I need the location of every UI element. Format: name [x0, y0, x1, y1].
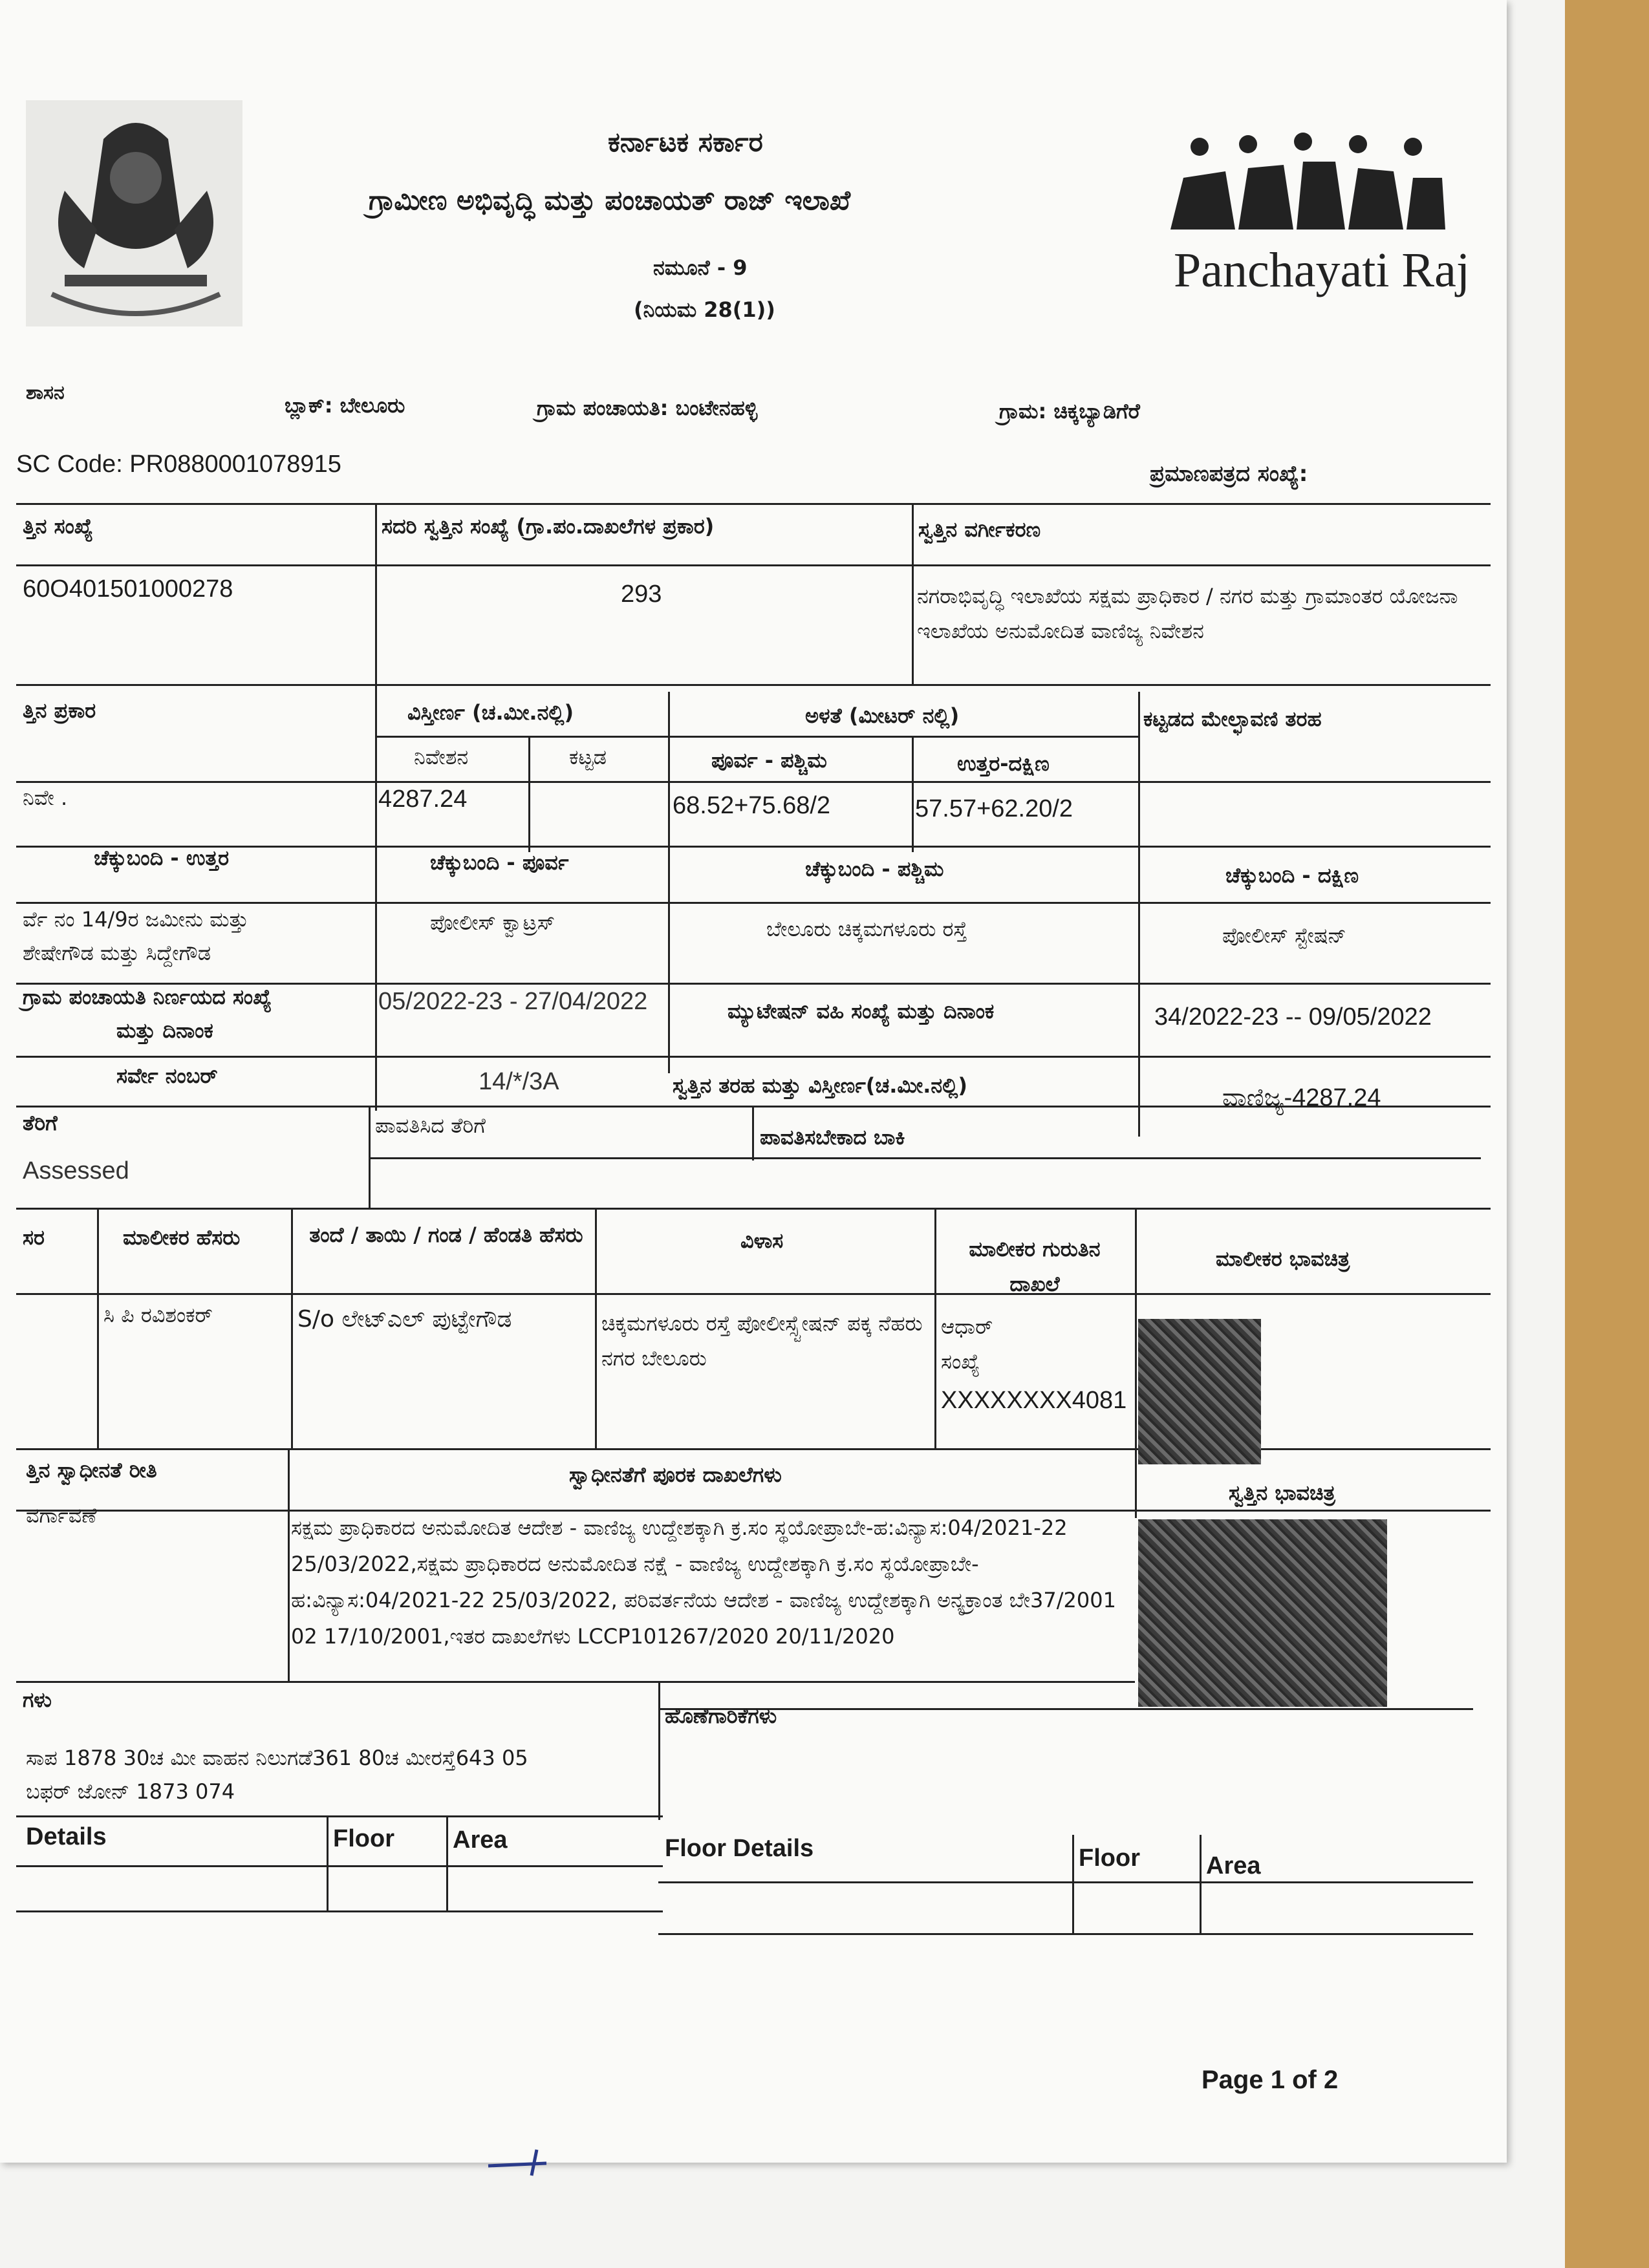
gram-panchayat-name: ಗ್ರಾಮ ಪಂಚಾಯತಿ: ಬಂಟೇನಹಳ್ಳಿ: [537, 396, 758, 420]
property-photo: [1138, 1519, 1387, 1707]
resolution-label-line2: ಮತ್ತು ದಿನಾಂಕ: [116, 1018, 213, 1043]
tax-label: ತೆರಿಗೆ: [23, 1111, 58, 1135]
site-area-value: 4287.24: [378, 786, 468, 813]
village-name: ಗ್ರಾಮ: ಚಿಕ್ಕಬ್ಯಾಡಿಗೆರೆ: [999, 399, 1140, 423]
owner-relation-label: ತಂದೆ / ತಾಯಿ / ಗಂಡ / ಹೆಂಡತಿ ಹೆಸರು: [309, 1223, 583, 1247]
property-id-label: ತ್ತಿನ ಸಂಖ್ಯೆ: [23, 514, 93, 539]
property-type-value: ನಿವೇ .: [23, 786, 68, 810]
liabilities-label: ಹೊಣೆಗಾರಿಕೆಗಳು: [665, 1704, 777, 1728]
boundary-north-line1: ರ್ವೆ ನಂ 14/9ರ ಜಮೀನು ಮತ್ತು: [23, 907, 249, 932]
owner-name-label: ಮಾಲೀಕರ ಹೆಸರು: [123, 1225, 241, 1250]
floor-right-floor-header: Floor: [1079, 1845, 1140, 1872]
tax-status: Assessed: [23, 1157, 129, 1184]
property-regno-value: 293: [621, 581, 662, 608]
boundary-west-label: ಚೆಕ್ಕುಬಂದಿ - ಪಶ್ಚಿಮ: [805, 857, 944, 881]
boundary-west-value: ಬೇಲೂರು ಚಿಕ್ಕಮಗಳೂರು ರಸ್ತೆ: [766, 917, 967, 941]
block-name: ಬ್ಲಾಕ್: ಬೇಲೂರು: [285, 393, 405, 418]
property-class-label: ಸ್ವತ್ತಿನ ವರ್ಗೀಕರಣ: [918, 517, 1041, 542]
header-government: ಕರ್ನಾಟಕ ಸರ್ಕಾರ: [608, 126, 763, 158]
sc-code: SC Code: PR0880001078915: [16, 451, 341, 478]
owner-address-value: ಚಿಕ್ಕಮಗಳೂರು ರಸ್ತೆ ಪೋಲೀಸ್ಸ್ಟೇಷನ್ ಪಕ್ಕ ನೆಹರು ನಗರ ಬೇಲೂರು: [601, 1311, 923, 1371]
owner-photo: [1138, 1319, 1261, 1464]
owner-relation-value: S/o ಲೇಟ್ಎಲ್ ಪುಟ್ಟೇಗೌಡ: [297, 1306, 512, 1332]
east-west-header: ಪೂರ್ವ - ಪಶ್ಚಿಮ: [711, 748, 827, 773]
remarks-line1: ಸಾಪ 1878 30ಚ ಮೀ ವಾಹನ ನಿಲುಗಡೆ361 80ಚ ಮೀರಸ್ತೆ643 05: [26, 1746, 528, 1770]
resolution-value: 05/2022-23 - 27/04/2022: [378, 988, 648, 1015]
floor-details-right-label: Floor Details: [665, 1835, 814, 1862]
roof-type-header: ಕಟ್ಟಡದ ಮೇಲ್ಛಾವಣಿ ತರಹ: [1143, 707, 1322, 731]
property-id-value: 60O401501000278: [23, 575, 233, 603]
form-rule: (ನಿಯಮ 28(1)): [634, 297, 775, 322]
east-west-value: 68.52+75.68/2: [673, 792, 831, 819]
owner-id-type: ಆಧಾರ್ ಸಂಖ್ಯೆ: [941, 1314, 993, 1374]
floor-left-area-header: Area: [453, 1826, 508, 1854]
mutation-label: ಮ್ಯುಟೇಷನ್ ವಹಿ ಸಂಖ್ಯೆ ಮತ್ತು ದಿನಾಂಕ: [727, 999, 995, 1023]
floor-left-floor-header: Floor: [333, 1825, 394, 1852]
pen-mark: [485, 2146, 582, 2179]
state-emblem-seal: [26, 100, 242, 326]
form-number: ನಮೂನೆ - 9: [653, 255, 748, 280]
north-south-header: ಉತ್ತರ-ದಕ್ಷಿಣ: [957, 751, 1050, 776]
tax-due-label: ಪಾವತಿಸಬೇಕಾದ ಬಾಕಿ: [760, 1125, 905, 1150]
mutation-value: 34/2022-23 -- 09/05/2022: [1154, 1003, 1432, 1031]
floor-details-left-label: Details: [26, 1823, 107, 1850]
type-area-value: ವಾಣಿಜ್ಯ-4287.24: [1222, 1084, 1381, 1111]
boundary-north-line2: ಶೇಷೇಗೌಡ ಮತ್ತು ಸಿದ್ದೇಗೌಡ: [23, 941, 211, 965]
ownership-method-label: ತ್ತಿನ ಸ್ವಾಧೀನತೆ ರೀತಿ: [26, 1458, 157, 1482]
remarks-label: ಗಳು: [23, 1687, 52, 1712]
property-type-label: ತ್ತಿನ ಪ್ರಕಾರ: [23, 698, 96, 723]
type-area-label: ಸ್ವತ್ತಿನ ತರಹ ಮತ್ತು ವಿಸ್ತೀರ್ಣ(ಚ.ಮೀ.ನಲ್ಲಿ): [673, 1073, 968, 1098]
site-area-header: ನಿವೇಶನ: [414, 745, 469, 769]
panchayati-raj-logo-icon: [1164, 133, 1449, 242]
survey-value: 14/*/3A: [479, 1068, 559, 1095]
panchayati-raj-logo-text: Panchayati Raj: [1174, 243, 1470, 297]
boundary-east-value: ಪೋಲೀಸ್ ಕ್ವಾಟ್ರಸ್: [430, 910, 555, 935]
north-south-value: 57.57+62.20/2: [915, 795, 1073, 822]
remarks-line2: ಬಫರ್ ಜೋನ್ 1873 074: [26, 1779, 235, 1804]
page-number: Page 1 of 2: [1202, 2066, 1339, 2094]
header-department: ಗ್ರಾಮೀಣ ಅಭಿವೃದ್ಧಿ ಮತ್ತು ಪಂಚಾಯತ್ ರಾಜ್ ಇಲಾಖೆ: [369, 184, 851, 216]
boundary-east-label: ಚೆಕ್ಕುಬಂದಿ - ಪೂರ್ವ: [430, 850, 569, 875]
ownership-method-value: ವರ್ಗಾವಣೆ: [26, 1503, 97, 1528]
boundary-north-label: ಚೆಕ್ಕುಬಂದಿ - ಉತ್ತರ: [94, 846, 230, 870]
seal-caption: ಶಾಸನ: [26, 381, 65, 404]
floor-right-area-header: Area: [1206, 1852, 1261, 1879]
property-regno-label: ಸದರಿ ಸ್ವತ್ತಿನ ಸಂಖ್ಯೆ (ಗ್ರಾ.ಪಂ.ದಾಖಲೆಗಳ ಪ್ರಕಾರ): [382, 514, 715, 539]
length-header: ಅಳತೆ (ಮೀಟರ್ ನಲ್ಲಿ): [805, 703, 960, 728]
resolution-label-line1: ಗ್ರಾಮ ಪಂಚಾಯತಿ ನಿರ್ಣಯದ ಸಂಖ್ಯೆ: [23, 985, 272, 1009]
tax-paid-label: ಪಾವತಿಸಿದ ತೆರಿಗೆ: [375, 1113, 486, 1138]
owner-address-label: ವಿಳಾಸ: [740, 1228, 784, 1253]
owner-photo-label: ಮಾಲೀಕರ ಭಾವಚಿತ್ರ: [1216, 1246, 1350, 1271]
owner-sl-label: ಸರ: [23, 1225, 45, 1250]
ownership-docs-value: ಸಕ್ಷಮ ಪ್ರಾಧಿಕಾರದ ಅನುಮೋದಿತ ಆದೇಶ - ವಾಣಿಜ್ಯ ಉದ್ದೇಶಕ್ಕಾಗಿ ಕ್ರ.ಸಂ ಸ್ಥಯೋಪ್ರಾಬೇ-ಹ:ವಿನ್ಯಾಸ:04/2021-22 25/03/2022,ಸಕ್ಷಮ ಪ್ರಾಧಿಕಾರದ ಅನುಮೋದಿತ ನಕ್ಷೆ - ವಾಣಿಜ್ಯ ಉದ್ದೇಶಕ್ಕಾಗಿ ಕ್ರ.ಸಂ ಸ್ಥಯೋಪ್ರಾಬೇ-ಹ:ವಿನ್ಯಾಸ:04/2021-22 25/03/2022, ಪರಿವರ್ತನೆಯ ಆದೇಶ - ವಾಣಿಜ್ಯ ಉದ್ದೇಶಕ್ಕಾಗಿ ಅನ್ಯಕ್ರಾಂತ ಬೇ37/2001 02 17/10/2001,ಇತರ ದಾಖಲೆಗಳು LCCP101267/2020 20/11/2020: [291, 1515, 1116, 1649]
owner-name-value: ಸಿ ಪಿ ರವಿಶಂಕರ್: [103, 1303, 213, 1327]
survey-label: ಸರ್ವೇ ನಂಬರ್: [116, 1064, 218, 1088]
certificate-number-label: ಪ್ರಮಾಣಪತ್ರದ ಸಂಖ್ಯೆ:: [1150, 461, 1308, 487]
owner-id-doc-label: ಮಾಲೀಕರ ಗುರುತಿನ ದಾಖಲೆ: [969, 1237, 1101, 1296]
boundary-south-value: ಪೋಲೀಸ್ ಸ್ಟೇಷನ್: [1222, 923, 1346, 948]
property-class-value: ನಗರಾಭಿವೃದ್ಧಿ ಇಲಾಖೆಯ ಸಕ್ಷಮ ಪ್ರಾಧಿಕಾರ / ನಗರ ಮತ್ತು ಗ್ರಾಮಾಂತರ ಯೋಜನಾ ಇಲಾಖೆಯ ಅನುಮೋದಿತ ವಾಣಿಜ್ಯ ನಿವೇಶನ: [917, 584, 1458, 643]
owner-id-value: XXXXXXXX4081: [941, 1387, 1127, 1414]
area-header: ವಿಸ್ತೀರ್ಣ (ಚ.ಮೀ.ನಲ್ಲಿ): [407, 700, 574, 725]
building-area-header: ಕಟ್ಟಡ: [569, 745, 607, 769]
boundary-south-label: ಚೆಕ್ಕುಬಂದಿ - ದಕ್ಷಿಣ: [1225, 863, 1359, 888]
ownership-docs-label: ಸ್ವಾಧೀನತೆಗೆ ಪೂರಕ ದಾಖಲೆಗಳು: [569, 1462, 782, 1487]
property-photo-label: ಸ್ವತ್ತಿನ ಭಾವಚಿತ್ರ: [1229, 1481, 1335, 1505]
